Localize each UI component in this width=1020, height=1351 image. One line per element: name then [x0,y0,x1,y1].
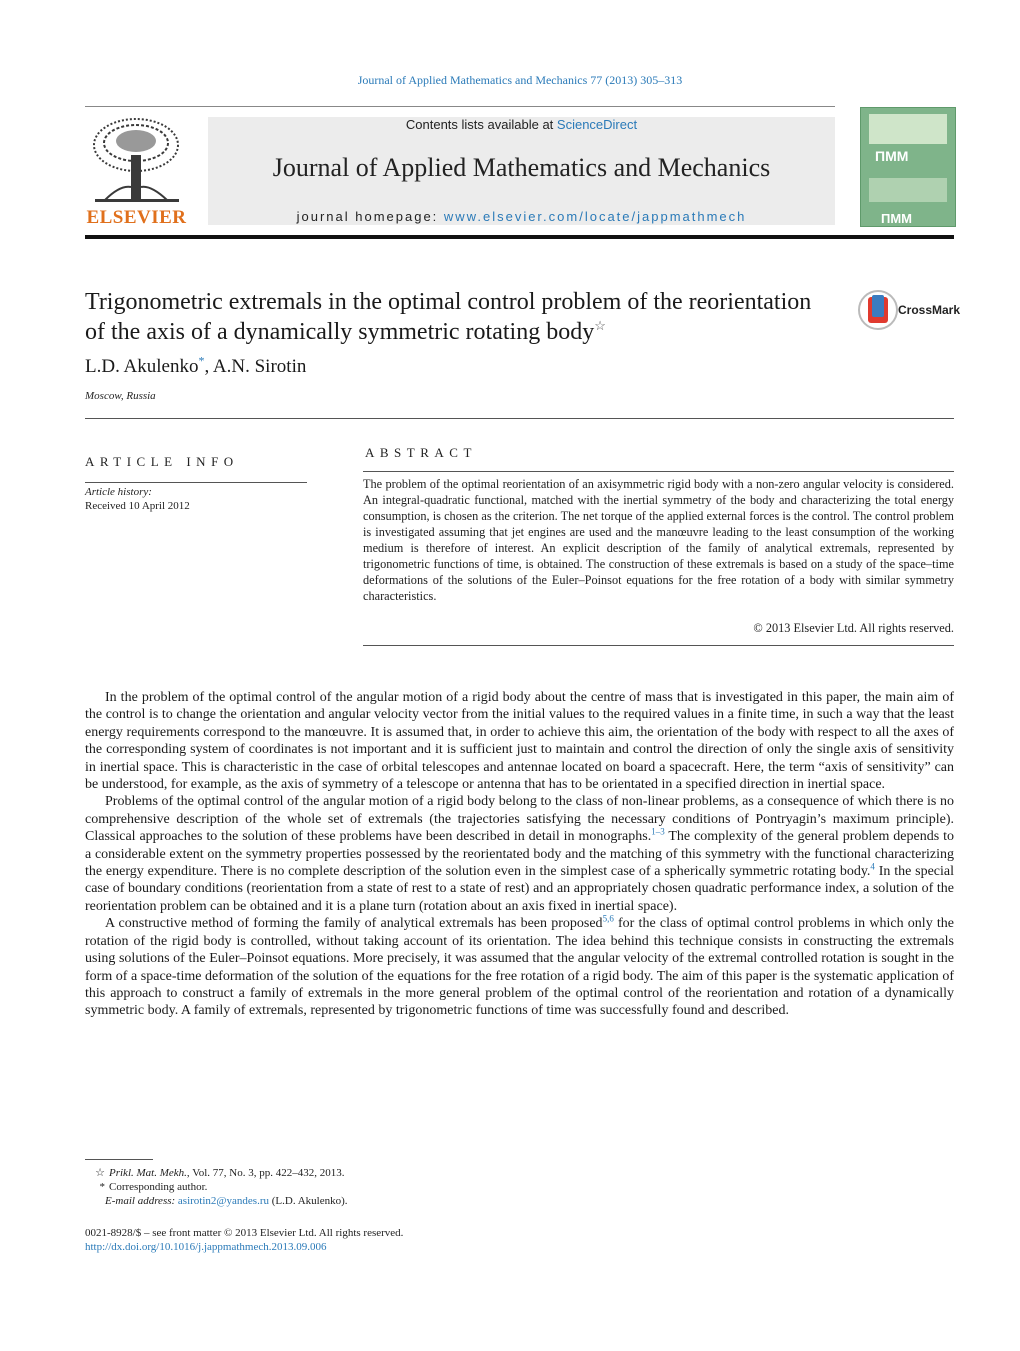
footnotes [85,1166,348,1208]
corresponding-author-mark[interactable]: * [198,353,205,368]
front-matter-text: 0021-8928/$ – see front matter © 2013 Elsevier Ltd. All rights reserved. [85,1227,404,1239]
email-owner: (L.D. Akulenko). [269,1195,348,1207]
header-divider [85,106,835,107]
elsevier-logo [85,115,188,227]
footnote-translation [85,1166,348,1180]
header-thick-rule [85,235,954,239]
cover-band-middle [869,178,947,202]
title-divider [85,418,954,419]
reference-link[interactable]: 5,6 [602,913,614,924]
front-matter [85,1226,403,1254]
sciencedirect-link[interactable]: ScienceDirect [556,117,638,132]
author-separator: , [204,356,213,377]
reference-link[interactable]: 1–3 [651,826,665,837]
journal-homepage [208,209,835,224]
article-title [85,287,825,347]
body-paragraph: In the problem of the optimal control of the angular motion of a rigid body about the centre of mass that is investigated in this paper, the main aim of the control is to change the orientation and angular velocity vector from the initial values to the required values in a finite time, in such a way that the least energy requirements correspond to the manœuvre. It is assumed that, in order to achieve this aim, the orientation of the body with respect to all the axes of the corresponding system of coordinates is not important and it is sufficient just to maintain and control the direction of only the single axis of sensitivity in inertial space. This is characteristic in the case of orbital telescopes and antennae located on board a spacecraft. Here, the term “axis of sensitivity” can be understood, for example, as the axis of symmetry of a telescope or antenna that has to be orientated in a specified direction in inertial space. [85,690,954,793]
article-body [85,689,954,1020]
body-paragraph [85,793,954,915]
crossmark-icon [858,290,898,330]
abstract-divider-bottom [363,645,954,646]
email-label: E-mail address: [105,1195,176,1207]
paragraph-text: Problems of the optimal control of the angular motion of a rigid body belong to the class of non-linear problems, as a consequence of which there is no comprehensive description of the whole set of extremals (the trajectories satisfying the necessary conditions of Pontryagin’s maximum principle). Classical approaches to the solution of these problems have been described in detail in monographs. [85,794,954,845]
crossmark-badge[interactable] [858,290,961,330]
elsevier-tree-icon [85,115,188,207]
footnote-mark: * [99,1181,105,1193]
paragraph-text: for the class of optimal control problems in which only the rotation of the rigid body is controlled, without taking account of its orientation. The idea behind this technique consists in constructing the extremals using solutions of the Euler–Poinsot equations. More precisely, it was assumed that the angular velocity of the extremal controlled rotation is sought in the form of a space-time deformation of the solution of the equations for the free rotation of a rigid body. The aim of this paper is the systematic application of this approach to construct a family of extremals in the more general problem of the optimal control of the reorientation and rotation of a dynamically symmetric body. A family of extremals, represented by trigonometric functions of time was successfully found and described. [85,916,955,1019]
abstract-text: The problem of the optimal reorientation of an axisymmetric rigid body with a non-zero angular velocity is considered. An integral-quadratic functional, matched with the inertial symmetry of the body and characterizing the total energy consumption, is chosen as the criterion. The net torque of the applied external forces is the control. The control problem is investigated assuming that jet engines are used and the manœuvre leading to the least consumption of the working medium is therefore of interest. An explicit description of the family of analytical extremals, represented by trigonometric functions of time, is obtained. The construction of these extremals is based on a study of the space–time deformations of the solutions of the Euler–Poinsot equations for the free rotation of a body with similar symmetry characteristics. [363,477,954,603]
article-info-heading: ARTICLE INFO [85,454,239,469]
article-history-label: Article history: [85,486,152,498]
email-link[interactable]: asirotin2@yandes.ru [177,1195,270,1207]
footnote-corresponding [85,1180,348,1194]
contents-prefix: Contents lists available at [405,117,557,132]
homepage-prefix: journal homepage: [296,209,444,224]
footnote-text: Corresponding author. [109,1181,208,1193]
elsevier-logo-text: ELSEVIER [86,207,187,228]
author-sirotin[interactable]: A.N. Sirotin [212,356,307,377]
paragraph-text: The complexity of the general problem depends to a considerable extent on the symmetry properties possessed by the reorientated body and the matching of this symmetry with the functional characterizing the energy expenditure. There is no complete description of the solution even in the simplest case of a spherically symmetric rotating body. [85,829,954,880]
journal-title: Journal of Applied Mathematics and Mechanics [272,153,771,182]
footnote-mark: ☆ [95,1167,105,1179]
article-title-text: Trigonometric extremals in the optimal control problem of the reorientation of the axis of a dynamically symmetric rotating body [85,289,812,345]
footnote-source: Prikl. Mat. Mekh. [109,1167,187,1179]
footnote-source-rest: , Vol. 77, No. 3, pp. 422–432, 2013. [186,1167,345,1179]
article-info-divider [85,482,307,483]
body-paragraph [85,915,954,1019]
affiliation: Moscow, Russia [85,390,156,402]
doi-link[interactable]: http://dx.doi.org/10.1016/j.jappmathmech.2013.09.006 [85,1241,327,1253]
footnote-email [85,1194,348,1208]
abstract-heading: ABSTRACT [365,445,477,460]
contents-line [208,117,835,132]
received-date: Received 10 April 2012 [85,500,190,512]
abstract-copyright: © 2013 Elsevier Ltd. All rights reserved. [753,621,954,635]
cover-title-bottom: ПММ [881,211,913,226]
paragraph-text: In the special case of boundary conditions (reorientation from a state of rest to a state of rest) and an appropriately chosen quadratic performance index, a solution of the reorientation problem can be obtained and it is a plane turn (rotation about an axis fixed in inertial space). [85,864,954,914]
reference-link[interactable]: 4 [870,861,875,872]
journal-citation-link[interactable]: Journal of Applied Mathematics and Mechanics 77 (2013) 305–313 [357,73,683,87]
author-list [85,353,307,378]
title-footnote-mark[interactable]: ☆ [594,318,606,333]
homepage-link[interactable]: www.elsevier.com/locate/jappmathmech [443,209,747,224]
journal-cover-thumbnail[interactable] [860,107,956,227]
cover-title-top: ПММ [875,148,909,164]
paragraph-text: A constructive method of forming the family of analytical extremals has been proposed [105,916,603,932]
footnote-divider [85,1159,153,1160]
crossmark-label: CrossMark [898,303,961,317]
cover-band-top [869,114,947,144]
abstract-divider-top [363,471,954,472]
author-akulenko[interactable]: L.D. Akulenko [85,356,199,377]
